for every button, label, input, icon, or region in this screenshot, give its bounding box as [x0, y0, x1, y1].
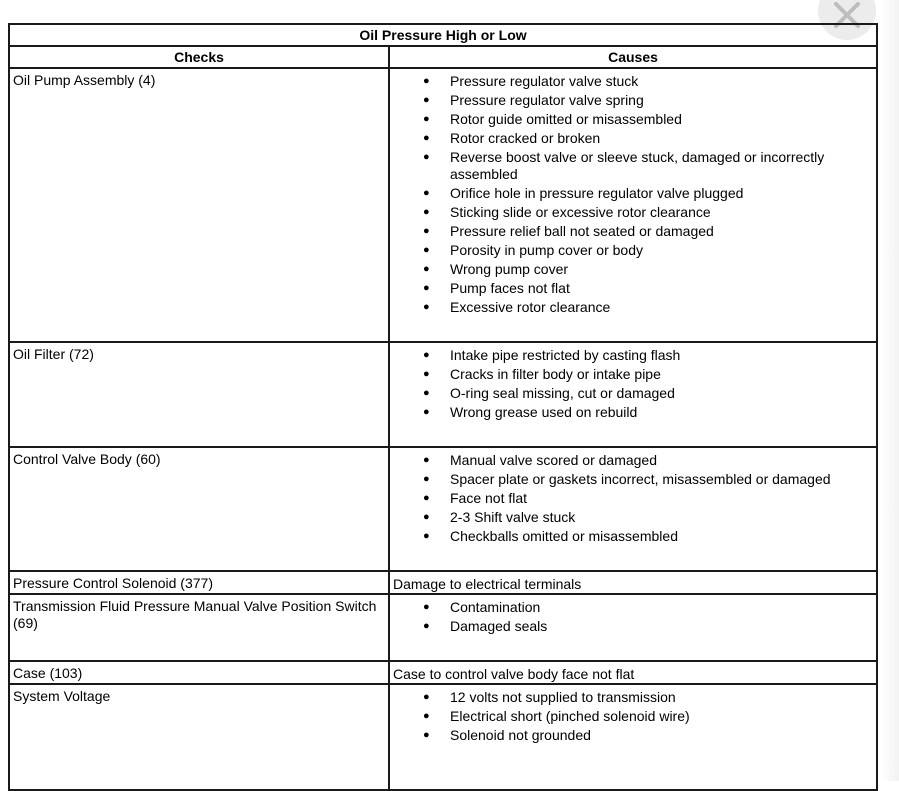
list-item	[393, 347, 873, 364]
table-header-row	[9, 46, 877, 68]
list-item	[393, 185, 873, 202]
cause-cell	[389, 342, 877, 447]
cause-text: 2-3 Shift valve stuck	[450, 509, 576, 525]
list-item	[393, 73, 873, 90]
table-row	[9, 661, 877, 684]
list-item	[393, 404, 873, 421]
bullet-icon: ●	[423, 151, 430, 163]
list-item	[393, 92, 873, 109]
cause-text: Cracks in filter body or intake pipe	[450, 366, 661, 382]
bullet-icon: ●	[423, 710, 430, 722]
check-cell: Control Valve Body (60)	[9, 447, 389, 571]
cause-text: Pressure regulator valve stuck	[450, 73, 639, 89]
list-item	[393, 727, 873, 744]
list-item	[393, 261, 873, 278]
check-cell: Pressure Control Solenoid (377)	[9, 571, 389, 594]
bullet-icon: ●	[423, 132, 430, 144]
table-title: Oil Pressure High or Low	[9, 24, 877, 46]
cause-text: 12 volts not supplied to transmission	[450, 689, 676, 705]
check-cell: Transmission Fluid Pressure Manual Valve Position Switch (69)	[9, 594, 389, 661]
table-row	[9, 447, 877, 571]
cause-list	[393, 689, 873, 744]
cause-text: Checkballs omitted or misassembled	[450, 528, 678, 544]
list-item	[393, 689, 873, 706]
list-item	[393, 599, 873, 616]
cause-cell: Damage to electrical terminals	[389, 571, 877, 594]
bullet-icon: ●	[423, 301, 430, 313]
list-item	[393, 528, 873, 545]
cause-cell	[389, 684, 877, 790]
list-item	[393, 618, 873, 635]
list-item	[393, 223, 873, 240]
table-title-row	[9, 24, 877, 46]
bullet-icon: ●	[423, 691, 430, 703]
bullet-icon: ●	[423, 454, 430, 466]
list-item	[393, 242, 873, 259]
list-item	[393, 280, 873, 297]
bullet-icon: ●	[423, 530, 430, 542]
list-item	[393, 708, 873, 725]
check-cell: System Voltage	[9, 684, 389, 790]
list-item	[393, 490, 873, 507]
cause-text: Reverse boost valve or sleeve stuck, damaged or incorrectly assembled	[450, 149, 825, 182]
bullet-icon: ●	[423, 187, 430, 199]
table-row	[9, 571, 877, 594]
bullet-icon: ●	[423, 406, 430, 418]
cause-text: Spacer plate or gaskets incorrect, misassembled or damaged	[450, 471, 831, 487]
list-item	[393, 452, 873, 469]
list-item	[393, 204, 873, 221]
bullet-icon: ●	[423, 511, 430, 523]
bullet-icon: ●	[423, 94, 430, 106]
list-item	[393, 471, 873, 488]
check-cell: Case (103)	[9, 661, 389, 684]
cause-text: Electrical short (pinched solenoid wire)	[450, 708, 690, 724]
cause-text: Intake pipe restricted by casting flash	[450, 347, 681, 363]
cause-text: Pump faces not flat	[450, 280, 570, 296]
cause-text: Orifice hole in pressure regulator valve plugged	[450, 185, 744, 201]
bullet-icon: ●	[423, 206, 430, 218]
bullet-icon: ●	[423, 473, 430, 485]
cause-text: Rotor guide omitted or misassembled	[450, 111, 682, 127]
cause-text: Excessive rotor clearance	[450, 299, 611, 315]
bullet-icon: ●	[423, 620, 430, 632]
page-edge-shadow	[882, 0, 899, 781]
cause-text: Damaged seals	[450, 618, 548, 634]
bullet-icon: ●	[423, 282, 430, 294]
cause-text: O-ring seal missing, cut or damaged	[450, 385, 675, 401]
cause-cell: Case to control valve body face not flat	[389, 661, 877, 684]
cause-list	[393, 347, 873, 421]
list-item	[393, 130, 873, 147]
table-row	[9, 68, 877, 342]
cause-cell	[389, 68, 877, 342]
cause-text: Manual valve scored or damaged	[450, 452, 658, 468]
cause-text: Wrong pump cover	[450, 261, 569, 277]
bullet-icon: ●	[423, 244, 430, 256]
bullet-icon: ●	[423, 263, 430, 275]
cause-cell	[389, 594, 877, 661]
table-row	[9, 684, 877, 790]
list-item	[393, 149, 873, 183]
table-row	[9, 594, 877, 661]
cause-text: Contamination	[450, 599, 541, 615]
cause-text: Face not flat	[450, 490, 528, 506]
cause-cell	[389, 447, 877, 571]
list-item	[393, 299, 873, 316]
header-checks: Checks	[9, 46, 389, 68]
list-item	[393, 509, 873, 526]
bullet-icon: ●	[423, 601, 430, 613]
diagnostic-table	[8, 23, 878, 791]
cause-text: Porosity in pump cover or body	[450, 242, 643, 258]
list-item	[393, 366, 873, 383]
cause-text: Wrong grease used on rebuild	[450, 404, 638, 420]
check-cell: Oil Pump Assembly (4)	[9, 68, 389, 342]
cause-text: Sticking slide or excessive rotor clearance	[450, 204, 711, 220]
bullet-icon: ●	[423, 349, 430, 361]
cause-list	[393, 73, 873, 316]
bullet-icon: ●	[423, 113, 430, 125]
bullet-icon: ●	[423, 225, 430, 237]
cause-text: Pressure relief ball not seated or damaged	[450, 223, 714, 239]
list-item	[393, 111, 873, 128]
bullet-icon: ●	[423, 75, 430, 87]
cause-list	[393, 599, 873, 635]
check-cell: Oil Filter (72)	[9, 342, 389, 447]
bullet-icon: ●	[423, 729, 430, 741]
cause-text: Rotor cracked or broken	[450, 130, 601, 146]
list-item	[393, 385, 873, 402]
bullet-icon: ●	[423, 368, 430, 380]
header-causes: Causes	[389, 46, 877, 68]
cause-text: Solenoid not grounded	[450, 727, 591, 743]
cause-text: Pressure regulator valve spring	[450, 92, 644, 108]
bullet-icon: ●	[423, 387, 430, 399]
bullet-icon: ●	[423, 492, 430, 504]
table-row	[9, 342, 877, 447]
cause-list	[393, 452, 873, 545]
